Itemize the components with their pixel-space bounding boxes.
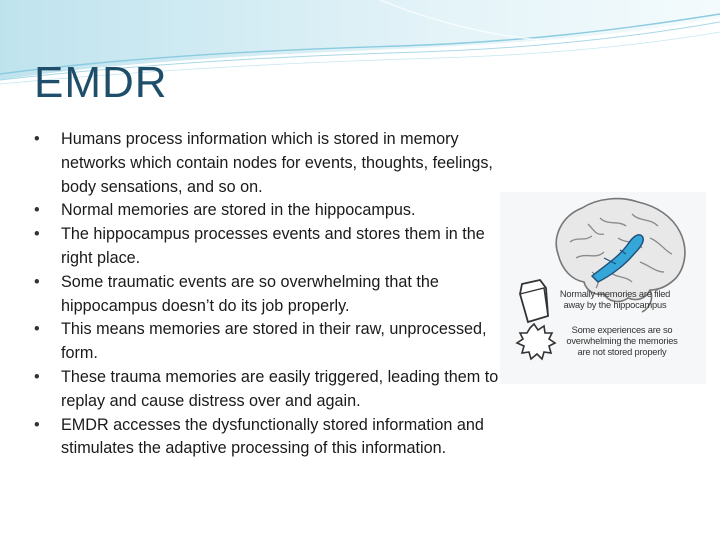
burst-icon: [517, 324, 555, 359]
figure-label-trauma: Some experiences are so overwhelming the memories are not stored properly: [566, 325, 678, 357]
bullet-item: • Humans process information which is stored in memory networks which contain nodes for events, thoughts, feelings, body sensations, and so on.: [30, 128, 500, 199]
bullet-item: • EMDR accesses the dysfunctionally stored information and stimulates the adaptive processing of this information.: [30, 414, 500, 462]
hippocampus-figure: [500, 192, 706, 384]
bullet-item: • Normal memories are stored in the hippocampus.: [30, 199, 500, 223]
bullet-item: • The hippocampus processes events and stores them in the right place.: [30, 223, 500, 271]
bullet-list: [30, 128, 500, 461]
figure-label-normal: Normally memories are filed away by the hippocampus: [559, 289, 671, 310]
bullet-item: • This means memories are stored in their raw, unprocessed, form.: [30, 318, 500, 366]
folder-icon: [520, 280, 548, 322]
bullet-item: • Some traumatic events are so overwhelming that the hippocampus doesn’t do its job properly.: [30, 271, 500, 319]
bullet-item: • These trauma memories are easily triggered, leading them to replay and cause distress over and again.: [30, 366, 500, 414]
slide-title: EMDR: [34, 58, 168, 107]
